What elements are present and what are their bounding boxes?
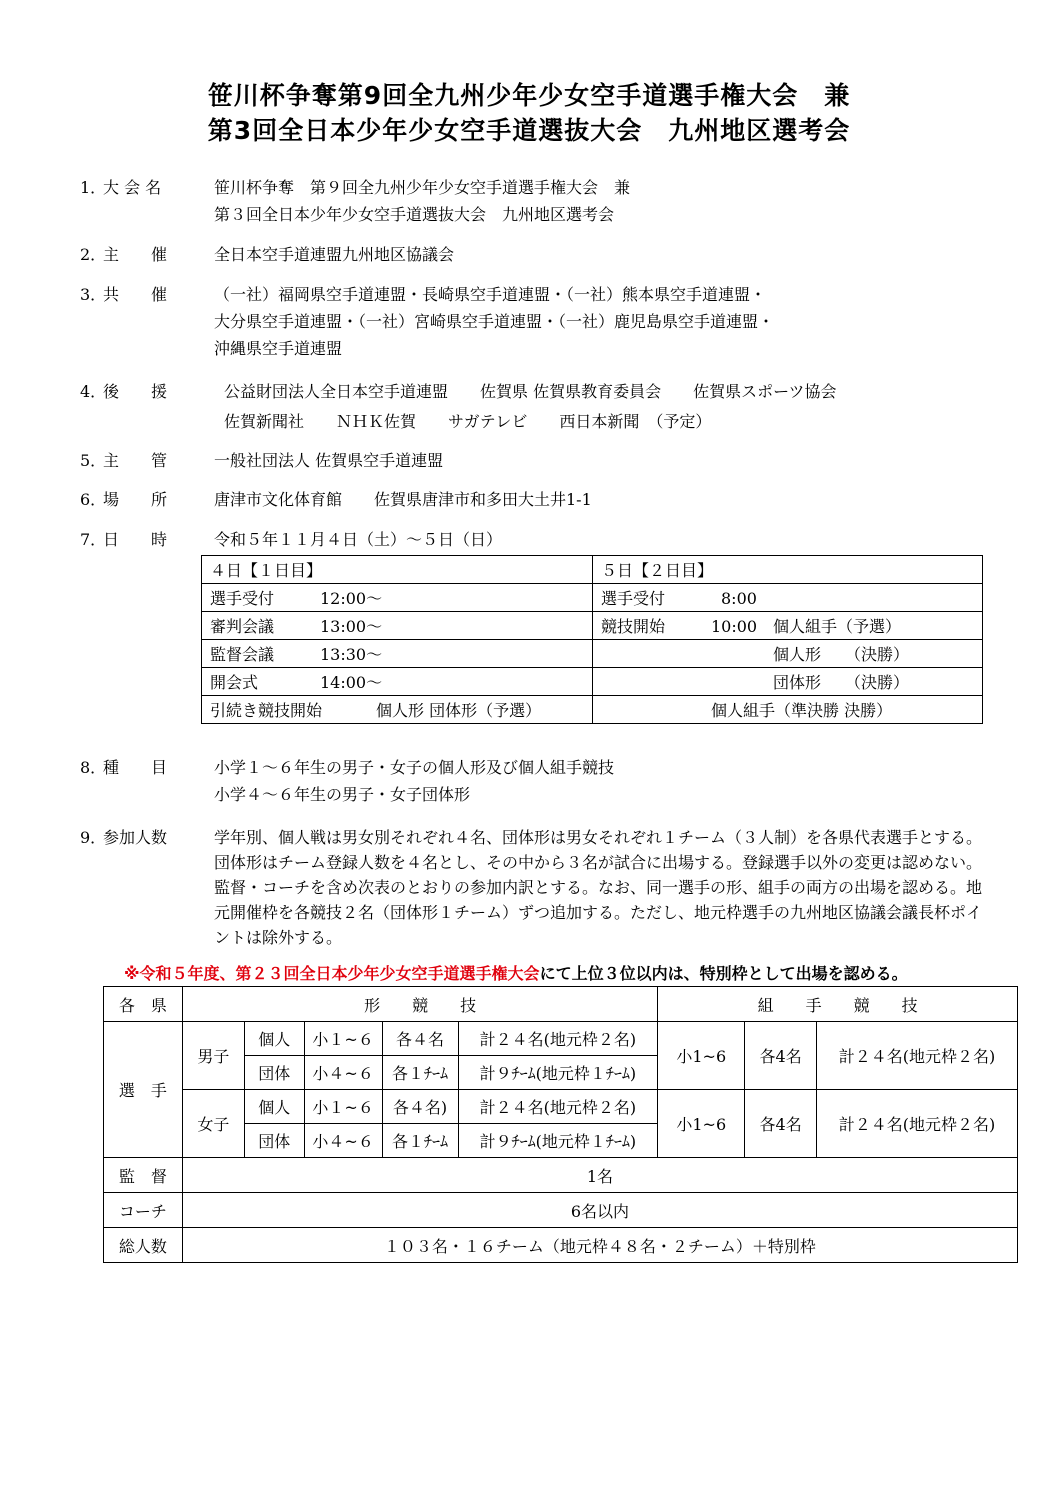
section-label: 日 時: [103, 530, 168, 549]
title-line-2: 第3回全日本少年少女空手道選抜大会 九州地区選考会: [207, 116, 851, 145]
section-text-line: 小学４～６年生の男子・女子団体形: [214, 785, 471, 804]
table-row: [104, 1193, 1018, 1228]
kumite-each: 各4名: [745, 1090, 817, 1158]
section-label: 後 援: [103, 382, 168, 401]
kumite-each: 各4名: [745, 1022, 817, 1090]
kata-type: 団体: [244, 1124, 304, 1158]
section-label: 主 催: [103, 245, 168, 264]
kata-each: 各１ﾁｰﾑ: [382, 1056, 458, 1090]
table-row: [104, 1022, 1018, 1056]
section-text-line: 令和５年１１月４日（土）～５日（日）: [214, 530, 503, 549]
day1-cell: 審判会議 13:00～: [202, 612, 593, 640]
kata-type: 個人: [244, 1090, 304, 1124]
special-frame-note: [124, 961, 908, 984]
director-label: 監 督: [104, 1158, 183, 1193]
kata-each: 各４名: [382, 1022, 458, 1056]
kata-grade: 小１~６: [304, 1022, 382, 1056]
total-value: １０３名・１６チーム（地元枠４８名・２チーム）＋特別枠: [182, 1228, 1017, 1263]
kata-grade: 小４~６: [304, 1056, 382, 1090]
director-value: 1名: [182, 1158, 1017, 1193]
kata-total: 計９ﾁｰﾑ(地元枠１ﾁｰﾑ): [458, 1056, 658, 1090]
kata-each: 各１ﾁｰﾑ: [382, 1124, 458, 1158]
player-label: 選 手: [104, 1022, 183, 1158]
note-red-text: ※令和５年度、第２３回全日本少年少女空手道選手権大会: [124, 964, 540, 983]
section-text-line: 佐賀新聞社 ＮＨＫ佐賀 サガテレビ 西日本新聞 （予定）: [224, 412, 712, 431]
section-text-line: 全日本空手道連盟九州地区協議会: [214, 245, 455, 264]
section-number: 9．: [80, 828, 107, 847]
participant-header-row: [104, 987, 1018, 1022]
kata-grade: 小４~６: [304, 1124, 382, 1158]
section-text-line: 唐津市文化体育館 佐賀県唐津市和多田大土井1-1: [214, 490, 592, 509]
section-number: 3．: [80, 285, 107, 304]
section-number: 6．: [80, 490, 107, 509]
section-label: 主 管: [103, 451, 168, 470]
kata-grade: 小１~６: [304, 1090, 382, 1124]
section-number: 8．: [80, 758, 107, 777]
section-label: 種 目: [103, 758, 168, 777]
section-number: 4．: [80, 382, 107, 401]
schedule-row: [202, 612, 983, 640]
schedule-table: [201, 555, 983, 724]
section-label: 場 所: [103, 490, 168, 509]
table-row: [104, 1090, 1018, 1124]
schedule-row: [202, 640, 983, 668]
day2-cell: 選手受付 8:00: [593, 584, 983, 612]
female-label: 女子: [182, 1090, 244, 1158]
day2-cell: 個人形 （決勝）: [593, 640, 983, 668]
kata-type: 個人: [244, 1022, 304, 1056]
section-label: 参加人数: [103, 828, 168, 847]
header-kata: 形 競 技: [182, 987, 657, 1022]
kumite-total: 計２４名(地元枠２名): [817, 1022, 1018, 1090]
section-text-line: 一般社団法人 佐賀県空手道連盟: [214, 451, 444, 470]
section-text-line: 公益財団法人全日本空手道連盟 佐賀県 佐賀県教育委員会 佐賀県スポーツ協会: [224, 382, 837, 401]
section-text-line: 笹川杯争奪 第９回全九州少年少女空手道選手権大会 兼: [214, 178, 631, 197]
schedule-row: [202, 584, 983, 612]
title-line-1: 笹川杯争奪第9回全九州少年少女空手道選手権大会 兼: [207, 81, 851, 110]
header-pref: 各 県: [104, 987, 183, 1022]
section-9-paragraph: 学年別、個人戦は男女別それぞれ４名、団体形は男女それぞれ１チーム（３人制）を各県代表選手とする。団体形はチーム登録人数を４名とし、その中から３名が試合に出場する。登録選手以外の変更は認めない。監督・コーチを含め次表のとおりの参加内訳とする。なお、同一選手の形、組手の両方の出場を認める。地元開催枠を各競技２名（団体形１チーム）ずつ追加する。ただし、地元枠選手の九州地区協議会議長杯ポイントは除外する。: [214, 828, 983, 947]
section-label: 大 会 名: [103, 178, 162, 197]
note-black-text: にて上位３位以内は、特別枠として出場を認める。: [539, 964, 908, 983]
kumite-total: 計２４名(地元枠２名): [817, 1090, 1018, 1158]
section-number: 2．: [80, 245, 107, 264]
kumite-grade: 小1~6: [658, 1090, 745, 1158]
section-text-line: 沖縄県空手道連盟: [214, 339, 343, 358]
day2-cell: 団体形 （決勝）: [593, 668, 983, 696]
section-number: 7．: [80, 530, 107, 549]
kata-type: 団体: [244, 1056, 304, 1090]
day1-cell: 選手受付 12:00～: [202, 584, 593, 612]
table-row: [104, 1228, 1018, 1263]
schedule-row: [202, 668, 983, 696]
coach-label: コーチ: [104, 1193, 183, 1228]
section-number: 1．: [80, 178, 107, 197]
kumite-grade: 小1~6: [658, 1022, 745, 1090]
kata-total: 計２４名(地元枠２名): [458, 1022, 658, 1056]
day1-header: ４日【１日目】: [202, 556, 593, 584]
participant-table: [103, 986, 1018, 1263]
day2-cell: 個人組手（準決勝 決勝）: [593, 696, 983, 724]
kata-total: 計９ﾁｰﾑ(地元枠１ﾁｰﾑ): [458, 1124, 658, 1158]
section-text-line: 大分県空手道連盟・（一社）宮崎県空手道連盟・（一社）鹿児島県空手道連盟・: [214, 312, 775, 331]
header-kumite: 組 手 競 技: [658, 987, 1018, 1022]
kata-total: 計２４名(地元枠２名): [458, 1090, 658, 1124]
day1-cell: 開会式 14:00～: [202, 668, 593, 696]
day2-cell: 競技開始 10:00 個人組手（予選）: [593, 612, 983, 640]
section-number: 5．: [80, 451, 107, 470]
coach-value: 6名以内: [182, 1193, 1017, 1228]
total-label: 総人数: [104, 1228, 183, 1263]
section-text-line: 第３回全日本少年少女空手道選抜大会 九州地区選考会: [214, 205, 615, 224]
schedule-header-row: [202, 556, 983, 584]
section-text-line: 小学１～６年生の男子・女子の個人形及び個人組手競技: [214, 758, 615, 777]
male-label: 男子: [182, 1022, 244, 1090]
day1-cell: 引続き競技開始 個人形 団体形（予選）: [202, 696, 593, 724]
schedule-row: [202, 696, 983, 724]
day1-cell: 監督会議 13:30～: [202, 640, 593, 668]
table-row: [104, 1158, 1018, 1193]
kata-each: 各４名): [382, 1090, 458, 1124]
section-label: 共 催: [103, 285, 168, 304]
day2-header: ５日【２日目】: [593, 556, 983, 584]
section-text-line: （一社）福岡県空手道連盟・長崎県空手道連盟・（一社）熊本県空手道連盟・: [214, 285, 767, 304]
